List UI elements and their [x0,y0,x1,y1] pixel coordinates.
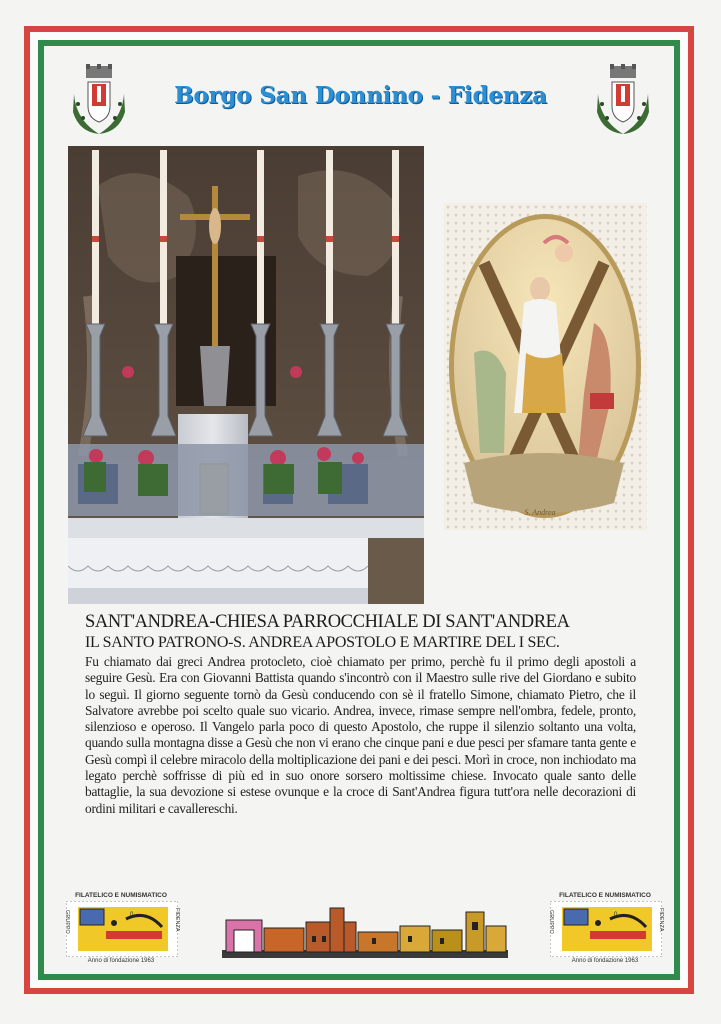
page-title: Borgo San Donnino - Fidenza [174,82,547,109]
stamp-value: 0 [130,912,134,918]
stamp-side-right: FIDENZA [174,908,180,932]
stamp-bottom-text: Anno di fondazione 1963 [571,958,639,964]
article-heading: SANT'ANDREA-CHIESA PARROCCHIALE DI SANT'ANDREA [85,612,570,632]
stamp-artwork [66,901,178,957]
fidenza-skyline-drawing [222,906,508,958]
stamp-artwork [550,901,662,957]
stamp-side-left: GRUPPO [548,910,554,934]
saint-andrew-holy-card [444,203,647,530]
stamp-top-text: FILATELICO E NUMISMATICO [559,892,651,899]
stamp-side-left: GRUPPO [64,910,70,934]
stamp-side-right: FIDENZA [658,908,664,932]
stamp-bottom-text: Anno di fondazione 1963 [87,958,155,964]
philatelic-stamp-right [544,892,666,970]
philatelic-stamp-left [60,892,182,970]
holy-card-caption: S. Andrea [524,508,556,517]
article-subheading: IL SANTO PATRONO-S. ANDREA APOSTOLO E MARTIRE DEL I SEC. [85,634,560,651]
stamp-value: 0 [614,912,618,918]
article-body: Fu chiamato dai greci Andrea protocleto, cioè chiamato per primo, perchè fu il primo degli apostoli a seguire Gesù. Era con Giovanni Battista quando s'incontrò con il Maestro sulle rive del Giordano e subito lo seguì. Il giorno seguente tornò da Gesù conducendo con sè il fratello Simone, chiamato Pietro, che il Salvatore avrebbe poi scelto quale suo vicario. Andrea, invece, rimase sempre nell'ombra, fedele, pronto, silenzioso e operoso. Il Vangelo parla poco di questo Apostolo, che ruppe il silenzio soltanto una volta, quando sulla montagna disse a Gesù che non vi erano che cinque pani e due pesci per sfamare tanta gente e Gesù compì il celebre miracolo della moltiplicazione dei pani e dei pesci. Morì in croce, non inchiodato ma legato perchè soffrisse di più ed in suo onore sorsero moltissime chiese. Invocato quale santo delle battaglie, la sua devozione si estese ovunque e la croce di Sant'Andrea figura tutt'ora nelle decorazioni di ordini militari e cavallereschi. [85,654,636,816]
church-altar-photo [68,146,424,604]
stamp-top-text: FILATELICO E NUMISMATICO [75,892,167,899]
